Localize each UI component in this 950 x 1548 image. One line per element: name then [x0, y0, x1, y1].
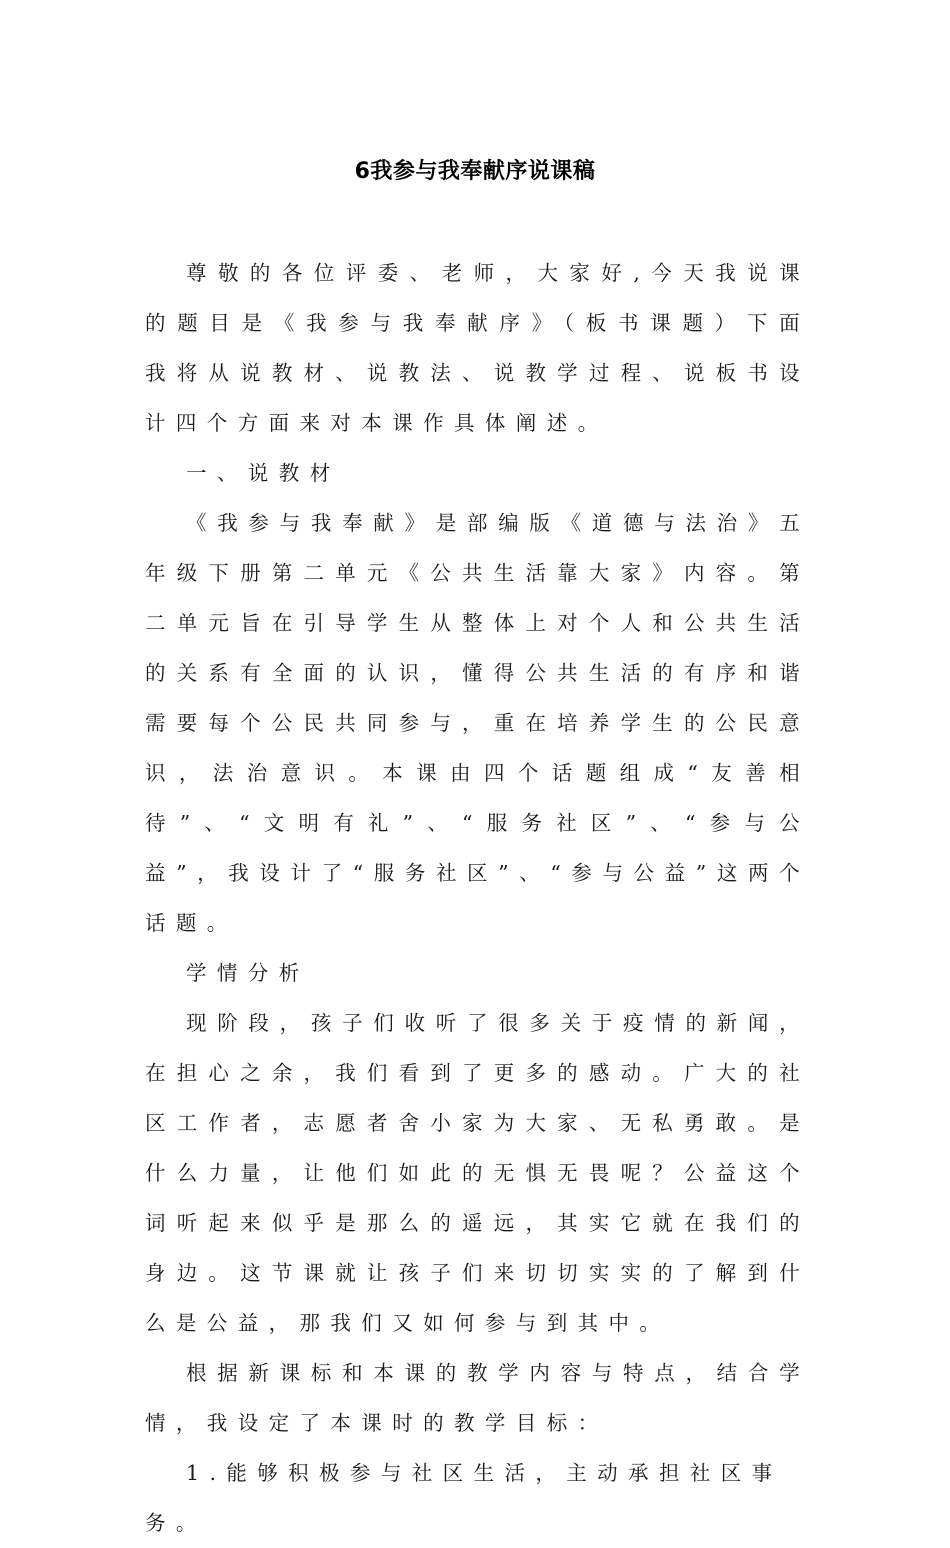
- section-heading-student-analysis: 学情分析: [186, 961, 310, 985]
- textbook-paragraph: 《我参与我奉献》是部编版《道德与法治》五年级下册第二单元《公共生活靠大家》内容。第二单元旨在引导学生从整体上对个人和公共生活的关系有全面的认识，懂得公共生活的有序和谐需要每个公民共同参与，重在培养学生的公民意识，法治意识。本课由四个话题组成“友善相待”、“文明有礼”、“服务社区”、“参与公益”，我设计了“服务社区”、“参与公益”这两个话题。: [145, 511, 810, 935]
- objectives-intro-paragraph: 根据新课标和本课的教学内容与特点，结合学情，我设定了本课时的教学目标：: [145, 1361, 810, 1435]
- section-heading-textbook: 一、说教材: [186, 461, 341, 485]
- student-analysis-paragraph: 现阶段，孩子们收听了很多关于疫情的新闻，在担心之余，我们看到了更多的感动。广大的社区工作者，志愿者舍小家为大家、无私勇敢。是什么力量，让他们如此的无惧无畏呢？公益这个词听起来似乎是那么的遥远，其实它就在我们的身边。这节课就让孩子们来切切实实的了解到什么是公益，那我们又如何参与到其中。: [145, 1011, 810, 1335]
- document-title: 6我参与我奉献序说课稿: [354, 159, 596, 184]
- intro-paragraph: 尊敬的各位评委、老师，大家好,今天我说课的题目是《我参与我奉献序》（板书课题）下面我将从说教材、说教法、说教学过程、说板书设计四个方面来对本课作具体阐述。: [145, 261, 810, 435]
- document-body: [145, 248, 810, 1548]
- objective-list-item: 1.能够积极参与社区生活，主动承担社区事务。: [145, 1461, 783, 1535]
